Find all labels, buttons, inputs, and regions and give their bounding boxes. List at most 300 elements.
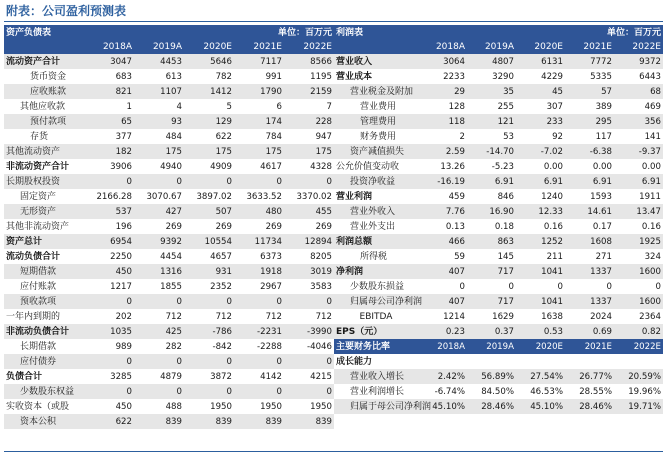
row-value: 6954 [84, 234, 134, 249]
row-label: 流动负债合计 [6, 251, 61, 262]
balance-sheet-title: 资产负债表 [4, 25, 184, 40]
row-value: 141 [644, 131, 661, 142]
row-value: 269 [265, 221, 282, 232]
balance-sheet [4, 25, 334, 429]
row-value: 782 [215, 71, 232, 82]
row-value: 269 [215, 221, 232, 232]
row-value: 1035 [84, 324, 134, 339]
row-value: 1911 [639, 191, 661, 202]
row-value [516, 354, 565, 369]
row-value: 0 [84, 384, 134, 399]
row-label: 营业外支出 [350, 221, 396, 232]
table-row [4, 384, 334, 399]
row-value: 53 [503, 131, 514, 142]
row-value: 1412 [184, 84, 234, 99]
row-label: 预付款项 [4, 114, 84, 129]
row-value: 2 [459, 131, 465, 142]
row-value: 13.26 [440, 161, 465, 172]
row-value: 26.77% [565, 369, 614, 384]
row-label: 应收账款 [4, 84, 84, 99]
table-row [4, 279, 334, 294]
row-label: EPS（元） [334, 324, 418, 339]
row-value: 6.91 [467, 174, 516, 189]
row-value: 4215 [310, 371, 332, 382]
row-label: 非流动资产合计 [6, 161, 70, 172]
row-label: 公允价值变动收 [336, 161, 400, 172]
table-row [4, 114, 334, 129]
balance-sheet-header [4, 25, 334, 40]
row-value: 1638 [541, 311, 563, 322]
row-value: 1337 [565, 294, 614, 309]
row-label: 少数股东权益 [4, 384, 84, 399]
income-statement-unit: 单位：百万元 [516, 25, 663, 40]
row-value: 0 [84, 174, 134, 189]
row-value: 488 [165, 401, 182, 412]
row-value: 0.53 [516, 324, 565, 339]
row-value: 712 [165, 311, 182, 322]
row-value: 717 [467, 264, 516, 279]
row-value: 1950 [210, 401, 232, 412]
row-value: 56.89% [467, 369, 516, 384]
row-value: 2967 [260, 281, 282, 292]
table-row [334, 324, 663, 339]
row-value: 117 [595, 131, 612, 142]
row-value: 57 [565, 84, 614, 99]
row-value: 1950 [260, 401, 282, 412]
row-value: 1918 [234, 264, 284, 279]
row-label: 应付账款 [20, 281, 57, 292]
table-row [334, 369, 663, 384]
year-label: 2021E [565, 40, 614, 54]
row-value: 271 [595, 251, 612, 262]
row-value: 6.91 [516, 174, 565, 189]
row-value: 0 [508, 281, 514, 292]
row-value: 233 [516, 114, 565, 129]
page-title: 附表：公司盈利预测表 [6, 4, 127, 18]
row-value: 0.16 [641, 221, 661, 232]
table-row [4, 294, 334, 309]
row-value: 6373 [260, 251, 282, 262]
year-label: 2021E [565, 339, 614, 354]
row-value: 4328 [310, 161, 332, 172]
row-label: 长期借款 [20, 341, 57, 352]
year-label: 2022E [614, 339, 663, 354]
income-statement-table [334, 25, 663, 414]
row-value: 0 [459, 281, 465, 292]
table-row [334, 354, 663, 369]
row-value: 0 [284, 384, 334, 399]
row-label: 营业收入增长 [334, 369, 418, 384]
row-value: -842 [212, 341, 232, 352]
table-row [4, 399, 334, 414]
title-rule [4, 21, 663, 22]
table-row [4, 414, 334, 429]
row-value: 0 [606, 281, 612, 292]
row-label: 长期股权投资 [4, 174, 84, 189]
row-value: 59 [454, 251, 465, 262]
row-label: 营业利润增长 [350, 386, 405, 397]
row-value: 269 [315, 221, 332, 232]
row-value: 68 [614, 84, 663, 99]
row-value: 839 [284, 414, 334, 429]
row-value: 4 [176, 101, 182, 112]
row-value: 0.00 [592, 161, 612, 172]
row-value: 407 [418, 294, 467, 309]
row-value: 1316 [134, 264, 184, 279]
row-label: 短期借款 [4, 264, 84, 279]
row-value: 389 [595, 101, 612, 112]
row-value: 6443 [639, 71, 661, 82]
table-row [334, 69, 663, 84]
year-label: 2022E [284, 40, 334, 54]
row-value: -2231 [234, 324, 284, 339]
row-value: 4909 [210, 161, 232, 172]
row-value: 211 [546, 251, 563, 262]
row-value: 1214 [443, 311, 465, 322]
row-label: 归属母公司净利润 [334, 294, 418, 309]
row-value: 683 [115, 71, 132, 82]
row-value: 92 [552, 131, 563, 142]
row-label: 营业费用 [360, 101, 397, 112]
year-label: 2020E [184, 40, 234, 54]
row-value: 10554 [184, 234, 234, 249]
row-value: 2166.28 [96, 191, 132, 202]
year-label: 2022E [614, 40, 663, 54]
row-value: 0 [557, 281, 563, 292]
row-value: 295 [565, 114, 614, 129]
table-row [4, 174, 334, 189]
row-value: 1600 [614, 294, 663, 309]
table-row [334, 84, 663, 99]
table-row [4, 54, 334, 69]
table-row [4, 339, 334, 354]
row-value: 1608 [565, 234, 614, 249]
row-value: 175 [234, 144, 284, 159]
table-row [334, 384, 663, 399]
table-row [4, 204, 334, 219]
row-value: 1629 [492, 311, 514, 322]
balance-sheet-years [4, 40, 334, 54]
row-label: 所得税 [360, 251, 388, 262]
row-label: 净利润 [334, 264, 418, 279]
row-value: 45.10% [418, 399, 467, 414]
row-value: 269 [165, 221, 182, 232]
row-label: 利润总额 [334, 234, 418, 249]
row-label: 营业利润 [336, 191, 373, 202]
table-row [334, 234, 663, 249]
row-value: 0 [184, 354, 234, 369]
table-row [4, 219, 334, 234]
row-value: 4940 [160, 161, 182, 172]
row-value: 613 [165, 71, 182, 82]
row-value: 712 [265, 311, 282, 322]
year-label: 2019A [134, 40, 184, 54]
row-value: 991 [265, 71, 282, 82]
table-row [334, 399, 663, 414]
row-value: 202 [115, 311, 132, 322]
row-label: 流动资产合计 [4, 54, 84, 69]
row-value: 19.96% [628, 386, 661, 397]
row-value: 4453 [134, 54, 184, 69]
row-value: 1195 [310, 71, 332, 82]
table-row [4, 84, 334, 99]
row-value: 28.46% [565, 399, 614, 414]
table-row [334, 99, 663, 114]
row-value: 45 [516, 84, 565, 99]
year-spacer [334, 40, 418, 54]
row-label: 其他流动资产 [4, 144, 84, 159]
row-value: 6.91 [614, 174, 663, 189]
row-value: 145 [497, 251, 514, 262]
row-value: 846 [497, 191, 514, 202]
row-value: 45.10% [516, 399, 565, 414]
table-row [4, 264, 334, 279]
row-value: 3370.02 [296, 191, 332, 202]
row-value: 484 [165, 131, 182, 142]
ratio-header [334, 339, 663, 354]
row-value: 128 [448, 101, 465, 112]
row-value: 84.50% [481, 386, 514, 397]
row-value: 3897.02 [196, 191, 232, 202]
row-value: 466 [418, 234, 467, 249]
table-row [334, 159, 663, 174]
row-value: 5646 [184, 54, 234, 69]
row-value: 450 [84, 264, 134, 279]
row-value: 129 [184, 114, 234, 129]
row-value: 0 [134, 354, 184, 369]
row-label: 少数股东损益 [350, 281, 405, 292]
row-value: 174 [234, 114, 284, 129]
row-value: 784 [265, 131, 282, 142]
table-row [4, 354, 334, 369]
row-value: 0.13 [445, 221, 465, 232]
table-row [4, 249, 334, 264]
row-value: 1041 [516, 264, 565, 279]
row-label: 资产减值损失 [334, 144, 418, 159]
row-value: 121 [467, 114, 516, 129]
row-label: 财务费用 [360, 131, 397, 142]
year-label: 2019A [467, 40, 516, 54]
row-value: 8566 [284, 54, 334, 69]
row-value: 65 [84, 114, 134, 129]
row-value: -786 [184, 324, 234, 339]
row-label: 资本公积 [4, 414, 84, 429]
row-value: 717 [467, 294, 516, 309]
row-value: 118 [418, 114, 467, 129]
row-value: 5 [226, 101, 232, 112]
row-value: 407 [418, 264, 467, 279]
row-value: 3906 [110, 161, 132, 172]
row-label: 成长能力 [336, 356, 373, 367]
row-value: 6131 [516, 54, 565, 69]
row-value: 6.91 [565, 174, 614, 189]
row-value: 27.54% [516, 369, 565, 384]
row-value [418, 354, 467, 369]
row-value: 19.71% [614, 399, 663, 414]
row-value: 0 [184, 294, 234, 309]
row-value: 3633.52 [246, 191, 282, 202]
row-value: 839 [134, 414, 184, 429]
row-value: 4229 [541, 71, 563, 82]
row-value: 459 [448, 191, 465, 202]
row-value: 0.23 [418, 324, 467, 339]
row-value: 2233 [443, 71, 465, 82]
row-value: 0 [134, 384, 184, 399]
year-label: 2020E [516, 40, 565, 54]
table-row [334, 144, 663, 159]
row-value: 0 [134, 174, 184, 189]
row-value: 1 [126, 101, 132, 112]
row-value: 255 [497, 101, 514, 112]
row-value: -4046 [307, 341, 332, 352]
row-value: 1041 [516, 294, 565, 309]
row-value: 2024 [590, 311, 612, 322]
row-value: 0 [184, 384, 234, 399]
income-statement-years [334, 40, 663, 54]
table-row [334, 279, 663, 294]
row-value: 1217 [110, 281, 132, 292]
row-value: 4879 [160, 371, 182, 382]
row-value: 4657 [210, 251, 232, 262]
row-value: 2.42% [418, 369, 467, 384]
row-value: 3290 [492, 71, 514, 82]
row-label: 负债合计 [6, 371, 43, 382]
row-value: 196 [115, 221, 132, 232]
row-value: 12.33 [516, 204, 565, 219]
row-label: EBITDA [359, 311, 393, 322]
row-value: 3070.67 [146, 191, 182, 202]
table-row [4, 234, 334, 249]
row-value: 821 [84, 84, 134, 99]
row-value: 1252 [516, 234, 565, 249]
income-statement-title: 利润表 [334, 25, 516, 40]
table-row [334, 189, 663, 204]
row-label: 一年内到期的 [6, 311, 61, 322]
table-row [4, 129, 334, 144]
row-value: 712 [315, 311, 332, 322]
row-value: 356 [614, 114, 663, 129]
row-value: 93 [134, 114, 184, 129]
row-value: 2250 [110, 251, 132, 262]
row-value: 427 [134, 204, 184, 219]
row-value [614, 354, 663, 369]
row-value: 4807 [467, 54, 516, 69]
row-value: 7.76 [418, 204, 467, 219]
table-row [4, 309, 334, 324]
row-label: 营业成本 [336, 71, 373, 82]
row-value: 839 [234, 414, 284, 429]
table-row [334, 129, 663, 144]
row-value: 7772 [565, 54, 614, 69]
row-value: -2288 [257, 341, 282, 352]
row-value: 1855 [160, 281, 182, 292]
row-value [467, 354, 516, 369]
year-label: 2019A [467, 339, 516, 354]
year-label: 2018A [84, 40, 134, 54]
row-value: 0 [234, 384, 284, 399]
year-label: 2018A [418, 40, 467, 54]
row-value: 324 [644, 251, 661, 262]
table-row [4, 369, 334, 384]
row-value: 12894 [284, 234, 334, 249]
row-value: 282 [165, 341, 182, 352]
row-value: -16.19 [418, 174, 467, 189]
row-value: 0.00 [543, 161, 563, 172]
row-value: -5.23 [491, 161, 514, 172]
row-value: 2.59 [418, 144, 467, 159]
row-value: 3019 [284, 264, 334, 279]
row-value: 1950 [310, 401, 332, 412]
row-value: 4142 [260, 371, 282, 382]
table-row [4, 189, 334, 204]
row-value: 1240 [541, 191, 563, 202]
row-value: 3583 [310, 281, 332, 292]
row-value [565, 354, 614, 369]
row-value: 377 [115, 131, 132, 142]
row-value: 0 [84, 354, 134, 369]
row-value: 9372 [614, 54, 663, 69]
row-value: 4454 [160, 251, 182, 262]
row-value: 307 [546, 101, 563, 112]
table-row [334, 54, 663, 69]
balance-sheet-unit: 单位：百万元 [184, 25, 334, 40]
row-value: -14.70 [467, 144, 516, 159]
row-value: 2352 [210, 281, 232, 292]
row-value: 0 [234, 294, 284, 309]
row-value: 11734 [234, 234, 284, 249]
row-value: 0 [234, 354, 284, 369]
year-label: 2020E [516, 339, 565, 354]
row-value: 0 [284, 354, 334, 369]
row-value: 175 [184, 144, 234, 159]
row-value: -6.74% [434, 386, 465, 397]
row-value: 931 [184, 264, 234, 279]
row-value: 0 [84, 294, 134, 309]
row-value: 7 [326, 101, 332, 112]
row-value: 622 [84, 414, 134, 429]
row-value: 175 [134, 144, 184, 159]
row-value: 0 [184, 174, 234, 189]
row-value: 455 [284, 204, 334, 219]
row-value: 622 [215, 131, 232, 142]
row-value: 182 [84, 144, 134, 159]
row-value: 0 [284, 294, 334, 309]
table-row [334, 294, 663, 309]
row-value: -6.38 [565, 144, 614, 159]
row-label: 货币资金 [30, 71, 67, 82]
row-value: 1790 [234, 84, 284, 99]
table-row [4, 69, 334, 84]
row-value: 16.90 [467, 204, 516, 219]
ratio-title: 主要财务比率 [334, 339, 418, 354]
row-value: 0.00 [641, 161, 661, 172]
row-value: 1107 [134, 84, 184, 99]
row-value: 863 [467, 234, 516, 249]
row-value: 3872 [210, 371, 232, 382]
table-row [334, 204, 663, 219]
row-value: 0 [284, 174, 334, 189]
row-value: 1593 [590, 191, 612, 202]
row-value: 175 [284, 144, 334, 159]
row-value: -3990 [284, 324, 334, 339]
balance-sheet-rows [4, 54, 334, 429]
row-label: 投资净收益 [334, 174, 418, 189]
table-row [4, 159, 334, 174]
row-value: 2159 [284, 84, 334, 99]
table-row [334, 264, 663, 279]
balance-sheet-table [4, 25, 334, 429]
row-value: 46.53% [530, 386, 563, 397]
